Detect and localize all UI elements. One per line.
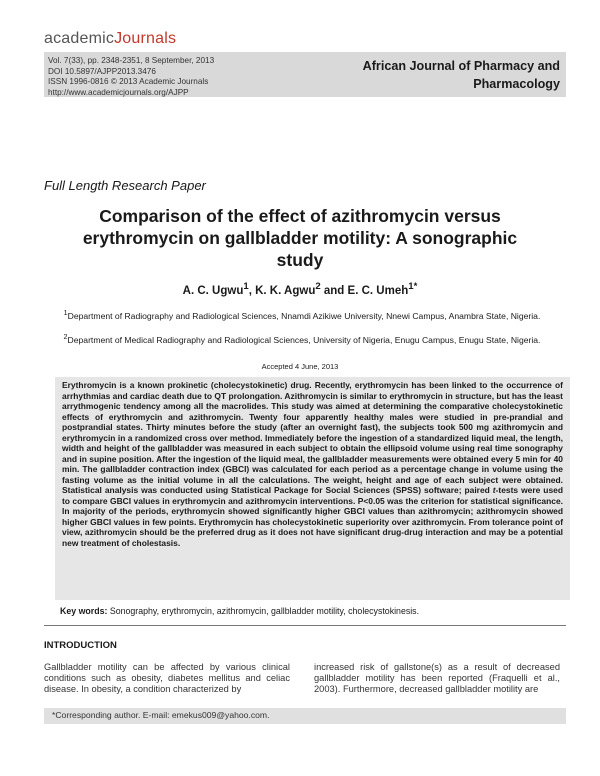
author-3: E. C. Umeh — [347, 284, 409, 297]
article-title: Comparison of the effect of azithromycin versus erythromycin on gallbladder motility: A sonographic study — [82, 206, 518, 270]
journal-name-line-2: Pharmacology — [473, 77, 560, 91]
journal-name — [346, 52, 566, 97]
author-1: A. C. Ugwu — [182, 284, 244, 297]
journal-name-line-1: African Journal of Pharmacy and — [362, 59, 560, 73]
meta-doi: DOI 10.5897/AJPP2013.3476 — [48, 66, 156, 76]
author-3-affiliation: 1* — [408, 281, 418, 292]
citation-meta — [44, 52, 346, 97]
paper-type: Full Length Research Paper — [44, 178, 206, 193]
intro-column-1: Gallbladder motility can be affected by various clinical conditions such as obesity, diabetes mellitus and celiac disease. In obesity, a condition characterized by — [44, 662, 290, 694]
affiliation-2-number: 2 — [63, 333, 68, 341]
keywords-text: Sonography, erythromycin, azithromycin, gallbladder motility, cholecystokinesis. — [107, 606, 420, 616]
affiliation-1 — [46, 308, 558, 322]
keywords — [60, 606, 570, 616]
abstract-text-part-1: Erythromycin is a known prokinetic (cholecystokinetic) drug. Recently, erythromycin has been linked to the occurrence of arrhythmias and cardiac death due to QT prolongation. Azithromycin is similar to erythromycin in structure, but has the least arrythmogenic tendency among all the macrolides. This study was aimed at determining the comparative cholecystokinetic effects of erythromycin and azithromycin. Twenty four apparently healthy males were studied in pre-prandial and postprandial states. Thirty minutes before the study (after an overnight fast), the subjects took 500 mg azithromycin and erythromycin in a randomized cross over method. Immediately before the ingestion of a standardized liquid meal, the length, width and height of the gallbladder was measured in each subject to obtain the ellipsoid volume using real time sonography and in supine position. After the ingestion of the liquid meal, the gallbladder measurements were obtained every 5 min for 40 min. The gallbladder contraction index (GBCI) was calculated for each period as a percentage change in volume using the fasting volume as the initial volume in all the calculations. The weight, height and age of each subject were obtained. Statistical analysis was conducted using Statistical Package for Social Sciences (SPSS) software; paired — [62, 380, 563, 495]
affiliation-1-number: 1 — [63, 309, 68, 317]
publisher-logo — [44, 30, 176, 48]
section-divider — [44, 625, 566, 626]
author-separator: , — [248, 284, 256, 297]
author-separator: and — [320, 284, 348, 297]
accepted-date: Accepted 4 June, 2013 — [261, 362, 339, 371]
affiliation-2-text: Department of Medical Radiography and Radiological Sciences, University of Nigeria, Enugu Campus, Enugu State, Nigeria. — [67, 334, 541, 345]
author-2-affiliation: 2 — [315, 281, 321, 292]
meta-volume: Vol. 7(33), pp. 2348-2351, 8 September, 2013 — [48, 56, 215, 65]
affiliation-1-text: Department of Radiography and Radiological Sciences, Nnamdi Azikiwe University, Nnewi Campus, Anambra State, Nigeria. — [67, 310, 541, 321]
intro-column-2: increased risk of gallstone(s) as a result of decreased gallbladder motility has been reported (Fraquelli et al., 2003). Furthermore, decreased gallbladder motility are — [314, 662, 560, 694]
abstract-text-part-2: -tests were used to compare GBCI values in erythromycin and azithromycin interventions. P<0.05 was the criterion for statistical significance. In majority of the periods, erythromycin showed significantly higher GBCI values than azithromycin; azithromycin showed higher GBCI values in few points. Erythromycin has cholecystokinetic superiority over azithromycin. From tolerance point of view, azithromycin should be the preferred drug as it does not have significant drug-drug interaction and may be a potential new treatment of cholestasis. — [62, 485, 564, 548]
author-2: K. K. Agwu — [255, 284, 316, 297]
meta-issn: ISSN 1996-0816 © 2013 Academic Journals — [48, 77, 209, 86]
keywords-label: Key words: — [60, 606, 108, 616]
abstract-t-italic: t — [492, 485, 496, 495]
corresponding-author: *Corresponding author. E-mail: emekus009@yahoo.com. — [44, 708, 566, 724]
author-1-affiliation: 1 — [243, 281, 249, 292]
abstract — [55, 377, 570, 600]
logo-part-2: Journals — [114, 30, 177, 47]
logo-part-1: academic — [44, 30, 115, 47]
section-heading-introduction: INTRODUCTION — [44, 640, 117, 651]
meta-url[interactable]: http://www.academicjournals.org/AJPP — [48, 87, 189, 97]
author-list — [60, 281, 540, 297]
affiliation-2 — [46, 332, 558, 346]
